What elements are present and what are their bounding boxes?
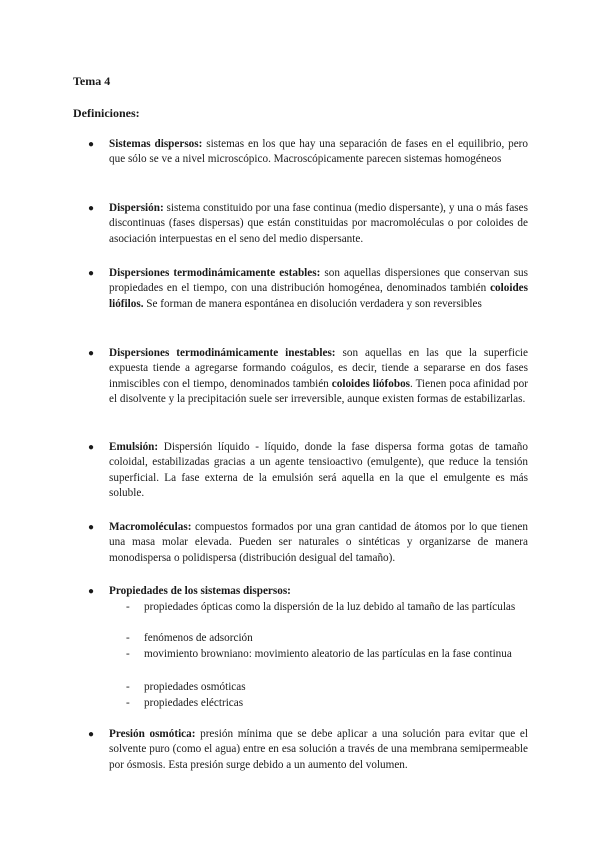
definition: son aquellas en las que la superficie expuesta tiende a agregarse formando coágulos, es decir, tiende a separarse en dos fases inmiscibles con el tiempo, denominados también: [109, 347, 528, 390]
definition: compuestos formados por una gran cantidad de átomos por lo que tienen una masa molar elevada. Pueden ser naturales o sintéticas y organizarse de manera monodispersa o polidispersa (distribución desigual del tamaño).: [109, 521, 528, 564]
section-heading: Definiciones:: [73, 106, 140, 120]
term-highlight: coloides liófobos: [331, 377, 411, 390]
term-highlight: coloides liófilos.: [109, 282, 528, 310]
term: Presión osmótica:: [109, 728, 196, 740]
dash-marker: -: [126, 601, 130, 613]
term: Emulsión:: [109, 441, 159, 453]
sub-item-text: propiedades eléctricas: [144, 697, 244, 709]
definition: Dispersión líquido - líquido, donde la fase dispersa forma gotas de tamaño coloidal, estabilizadas gracias a un agente tensioactivo (emulgente), que reduce la tensión superficial. La fase externa de la emulsión será aquella en la que el emulgente es más soluble.: [109, 441, 528, 500]
definition-end: Se forman de manera espontánea en disolución verdadera y son reversibles: [143, 297, 482, 310]
bullet-icon: ●: [88, 729, 95, 740]
list-item: [90, 266, 528, 312]
list-item: [90, 727, 528, 773]
list-item: [90, 346, 528, 408]
definition: presión mínima que se debe aplicar a una solución para evitar que el solvente puro (como el agua) entre en esa solución a través de una membrana semipermeable por ósmosis. Esta presión surge debido a un aumento del volumen.: [109, 728, 528, 771]
dash-marker: -: [126, 632, 130, 644]
term: Sistemas dispersos:: [109, 138, 203, 150]
term: Dispersión:: [109, 202, 164, 214]
definition-end: . Tienen poca afinidad por el disolvente y la precipitación suele ser irreversible, aunque existen formas de estabilizarlas.: [109, 377, 528, 406]
list-item: [90, 201, 528, 247]
sub-item-text: propiedades ópticas como la dispersión de la luz debido al tamaño de las partículas: [144, 601, 516, 613]
dash-marker: -: [126, 697, 130, 709]
dash-marker: -: [126, 681, 130, 693]
dash-marker: -: [126, 648, 130, 660]
sub-item-text: movimiento browniano: movimiento aleatorio de las partículas en la fase continua: [144, 648, 512, 660]
bullet-icon: ●: [88, 268, 95, 279]
sub-item-text: propiedades osmóticas: [144, 681, 246, 693]
bullet-icon: ●: [88, 348, 95, 359]
document-title: Tema 4: [73, 74, 111, 88]
definition: son aquellas dispersiones que conservan sus propiedades en el tiempo, con una distribución homogénea, denominados también: [109, 267, 528, 295]
sub-item-text: fenómenos de adsorción: [144, 632, 253, 644]
term: Dispersiones termodinámicamente inestables:: [109, 347, 336, 359]
list-item: [90, 584, 528, 599]
bullet-icon: ●: [88, 586, 95, 597]
definition: sistema constituido por una fase continua (medio dispersante), y una o más fases discontinuas (fases dispersas) que están constituidas por macromoléculas o por coloides de asociación interpuestas en el seno del medio dispersante.: [109, 202, 528, 245]
term: Dispersiones termodinámicamente estables:: [109, 267, 321, 279]
term: Propiedades de los sistemas dispersos:: [109, 585, 291, 597]
list-item: [90, 440, 528, 502]
term: Macromoléculas:: [109, 521, 192, 533]
bullet-icon: ●: [88, 522, 95, 533]
list-item: [90, 520, 528, 566]
bullet-icon: ●: [88, 139, 95, 150]
bullet-icon: ●: [88, 442, 95, 453]
list-item: [90, 137, 528, 168]
definition: sistemas en los que hay una separación de fases en el equilibrio, pero que sólo se ve a nivel microscópico. Macroscópicamente parecen sistemas homogéneos: [109, 138, 528, 166]
bullet-icon: ●: [88, 203, 95, 214]
